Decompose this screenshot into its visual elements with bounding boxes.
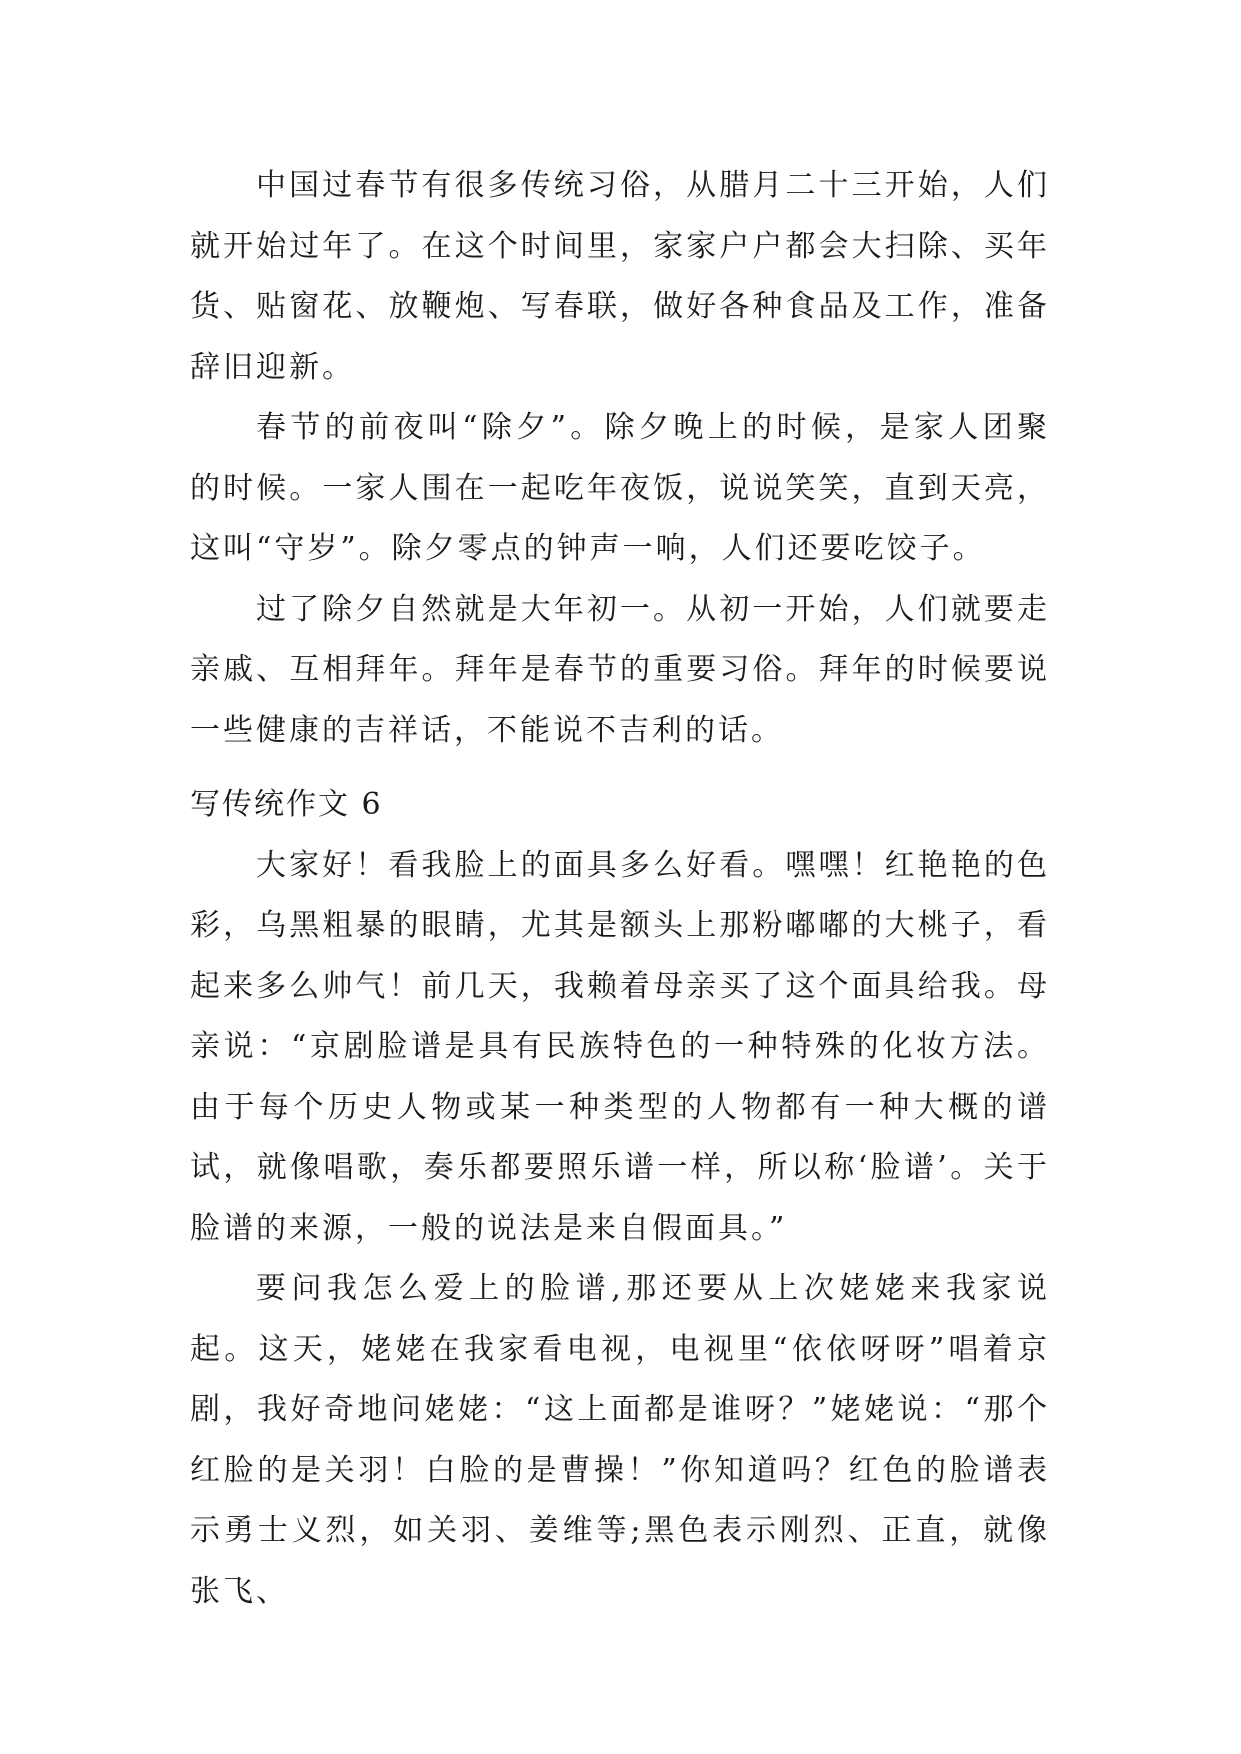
paragraph-spring-festival-customs: 中国过春节有很多传统习俗，从腊月二十三开始，人们就开始过年了。在这个时间里，家家户户都会大扫除、买年货、贴窗花、放鞭炮、写春联，做好各种食品及工作，准备辞旧迎新。 <box>190 168 1050 385</box>
top-text-block <box>190 156 1050 761</box>
paragraph-grandma-story: 要问我怎么爱上的脸谱,那还要从上次姥姥来我家说起。这天，姥姥在我家看电视，电视里“依依呀呀”唱着京剧，我好奇地问姥姥：“这上面都是谁呀？”姥姥说：“那个红脸的是关羽！白脸的是曹操！”你知道吗？红色的脸谱表示勇士义烈，如关羽、姜维等;黑色表示刚烈、正直，就像张飞、 <box>190 1271 1050 1609</box>
paragraph-opera-mask: 大家好！看我脸上的面具多么好看。嘿嘿！红艳艳的色彩，乌黑粗暴的眼睛，尤其是额头上那粉嘟嘟的大桃子，看起来多么帅气！前几天，我赖着母亲买了这个面具给我。母亲说：“京剧脸谱是具有民族特色的一种特殊的化妆方法。由于每个历史人物或某一种类型的人物都有一种大概的谱试，就像唱歌，奏乐都要照乐谱一样，所以称‘脸谱’。关于脸谱的来源，一般的说法是来自假面具。” <box>190 847 1050 1246</box>
paragraph-new-year-visits: 过了除夕自然就是大年初一。从初一开始，人们就要走亲戚、互相拜年。拜年是春节的重要习俗。拜年的时候要说一些健康的吉祥话，不能说不吉利的话。 <box>190 591 1050 748</box>
section-title: 写传统作文 6 <box>190 787 383 822</box>
essay-section <box>190 775 1050 1622</box>
paragraph-new-years-eve: 春节的前夜叫“除夕”。除夕晚上的时候，是家人团聚的时候。一家人围在一起吃年夜饭，说说笑笑，直到天亮，这叫“守岁”。除夕零点的钟声一响，人们还要吃饺子。 <box>190 410 1050 566</box>
